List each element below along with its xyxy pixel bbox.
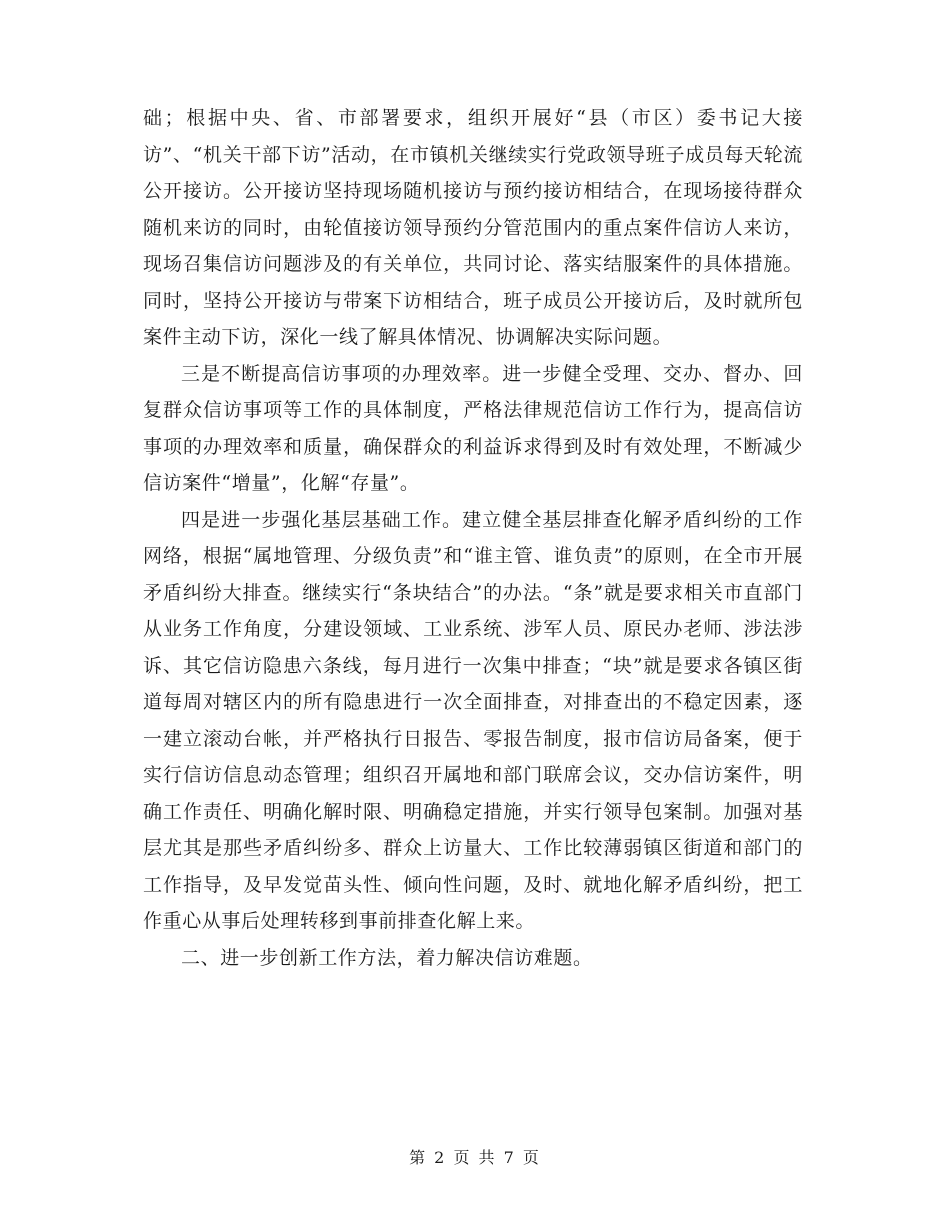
page-number-footer: 第 2 页 共 7 页 — [409, 1148, 541, 1167]
section-heading: 二、进一步创新工作方法，着力解决信访难题。 — [181, 946, 593, 969]
document-body — [143, 100, 803, 976]
paragraph-1: 础；根据中央、省、市部署要求，组织开展好“县（市区）委书记大接访”、“机关干部下访”活动，在市镇机关继续实行党政领导班子成员每天轮流公开接访。公开接访坚持现场随机接访与预约接访相结合，在现场接待群众随机来访的同时，由轮值接访领导预约分管范围内的重点案件信访人来访，现场召集信访问题涉及的有关单位，共同讨论、落实结服案件的具体措施。同时，坚持公开接访与带案下访相结合，班子成员公开接访后，及时就所包案件主动下访，深化一线了解具体情况、协调解决实际问题。 — [143, 107, 803, 348]
paragraph-2: 三是不断提高信访事项的办理效率。进一步健全受理、交办、督办、回复群众信访事项等工作的具体制度，严格法律规范信访工作行为，提高信访事项的办理效率和质量，确保群众的利益诉求得到及时有效处理，不断减少信访案件“增量”，化解“存量”。 — [143, 362, 803, 494]
paragraph-3: 四是进一步强化基层基础工作。建立健全基层排查化解矛盾纠纷的工作网络，根据“属地管理、分级负责”和“谁主管、谁负责”的原则，在全市开展矛盾纠纷大排查。继续实行“条块结合”的办法。“条”就是要求相关市直部门从业务工作角度，分建设领域、工业系统、涉军人员、原民办老师、涉法涉诉、其它信访隐患六条线，每月进行一次集中排查；“块”就是要求各镇区街道每周对辖区内的所有隐患进行一次全面排查，对排查出的不稳定因素，逐一建立滚动台帐，并严格执行日报告、零报告制度，报市信访局备案，便于实行信访信息动态管理；组织召开属地和部门联席会议，交办信访案件，明确工作责任、明确化解时限、明确稳定措施，并实行领导包案制。加强对基层尤其是那些矛盾纠纷多、群众上访量大、工作比较薄弱镇区街道和部门的工作指导，及早发觉苗头性、倾向性问题，及时、就地化解矛盾纠纷，把工作重心从事后处理转移到事前排查化解上来。 — [143, 508, 803, 932]
